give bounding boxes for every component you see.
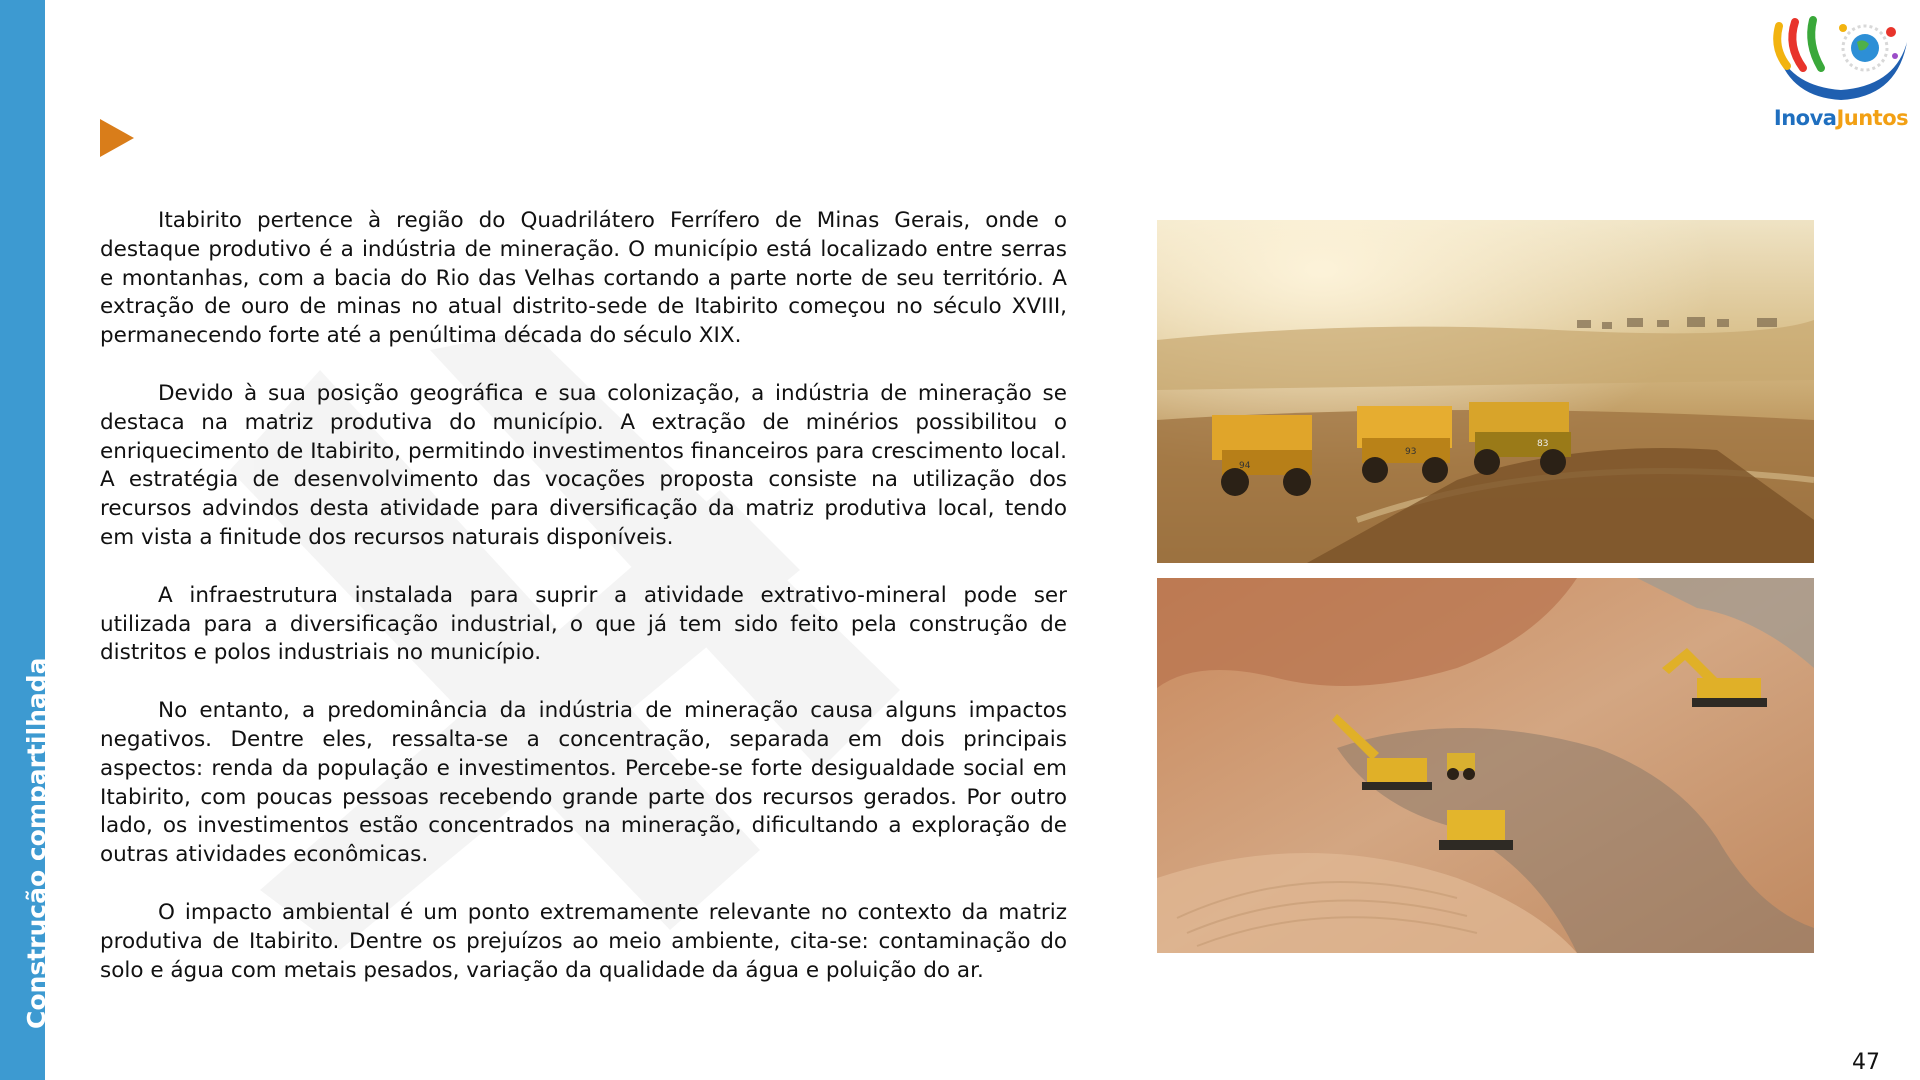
truck-number: 83: [1537, 439, 1549, 449]
logo-text-juntos: Juntos: [1836, 106, 1909, 130]
logo-graphic: [1765, 12, 1917, 108]
paragraph: Devido à sua posição geográfica e sua colonização, a indústria de mineração se destaca na matriz produtiva do município. A extração de minérios possibilitou o enriquecimento de Itabirito, permitindo investimentos financeiros para crescimento local. A estratégia de desenvolvimento das vocações proposta consiste na utilização dos recursos advindos desta atividade para diversificação da matriz produtiva local, tendo em vista a finitude dos recursos naturais disponíveis.: [100, 380, 1067, 550]
body-text: [100, 207, 1067, 1014]
paragraph: Itabirito pertence à região do Quadrilátero Ferrífero de Minas Gerais, onde o destaque produtivo é a indústria de mineração. O município está localizado entre serras e montanhas, com a bacia do Rio das Velhas cortando a parte norte de seu território. A extração de ouro de minas no atual distrito-sede de Itabirito começou no século XVIII, permanecendo forte até a penúltima década do século XIX.: [100, 208, 1067, 349]
paragraph: A infraestrutura instalada para suprir a atividade extrativo-mineral pode ser utilizada para a diversificação industrial, o que já tem sido feito pela construção de distritos e polos industriais no município.: [100, 582, 1067, 666]
logo-text-inova: Inova: [1773, 106, 1837, 130]
excavation-site-photo: [1157, 578, 1814, 953]
inovajuntos-logo: [1765, 12, 1917, 137]
truck-number: 93: [1405, 447, 1417, 457]
paragraph: O impacto ambiental é um ponto extremamente relevante no contexto da matriz produtiva de Itabirito. Dentre os prejuízos ao meio ambiente, cita-se: contaminação do solo e água com metais pesados, variação da qualidade da água e poluição do ar.: [100, 899, 1067, 983]
paragraph: No entanto, a predominância da indústria de mineração causa alguns impactos negativos. Dentre eles, ressalta-se a concentração, separada em dois principais aspectos: renda da população e investimentos. Percebe-se forte desigualdade social em Itabirito, com poucas pessoas recebendo grande parte dos recursos gerados. Por outro lado, os investimentos estão concentrados na mineração, dificultando a exploração de outras atividades econômicas.: [100, 698, 1067, 868]
logo-wordmark: [1765, 106, 1917, 130]
play-triangle-icon: [100, 119, 134, 157]
truck-number: 94: [1239, 461, 1251, 471]
mining-trucks-photo: [1157, 220, 1814, 563]
page-number: 47: [1852, 1050, 1880, 1075]
sidebar-label: Construção compartilhada: [22, 657, 51, 1029]
